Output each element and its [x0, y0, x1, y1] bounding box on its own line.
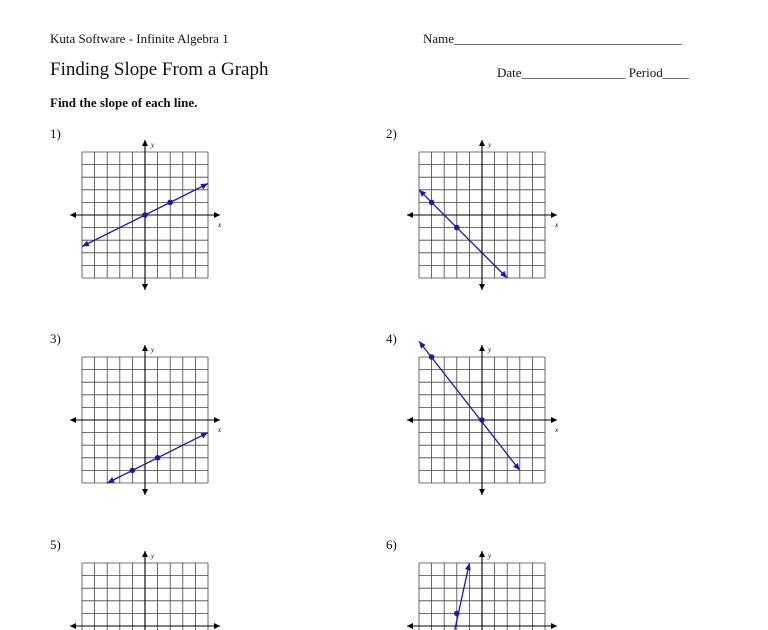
- slope-line: [452, 563, 470, 630]
- slope-line-arrow: [465, 563, 471, 570]
- x-axis-label: x: [218, 426, 222, 434]
- y-axis-label: y: [151, 141, 155, 149]
- software-label: Kuta Software - Infinite Algebra 1: [50, 31, 229, 46]
- graph-6: [407, 551, 559, 630]
- y-axis-label: y: [151, 346, 155, 354]
- x-axis-arrow: [551, 212, 557, 218]
- y-axis-label: y: [151, 552, 155, 560]
- x-axis-label: x: [218, 221, 222, 229]
- y-axis-arrow: [142, 551, 148, 557]
- x-axis-arrow: [214, 417, 220, 423]
- name-field: Name___________________________________: [423, 31, 682, 46]
- worksheet-title: Finding Slope From a Graph: [50, 59, 269, 80]
- x-axis-arrow: [70, 417, 76, 423]
- graph-3: [70, 345, 222, 495]
- question-number: 4): [386, 331, 397, 346]
- y-axis-arrow: [142, 489, 148, 495]
- data-point: [429, 200, 435, 206]
- data-point: [454, 225, 460, 231]
- y-axis-arrow: [142, 345, 148, 351]
- question-number: 2): [386, 126, 397, 141]
- y-axis-arrow: [479, 551, 485, 557]
- y-axis-label: y: [488, 141, 492, 149]
- date-period-field: Date________________ Period____: [497, 65, 689, 80]
- y-axis-arrow: [142, 284, 148, 290]
- data-point: [155, 455, 161, 461]
- x-axis-arrow: [407, 212, 413, 218]
- x-axis-arrow: [407, 623, 413, 629]
- graph-4: [407, 341, 559, 495]
- y-axis-label: y: [488, 552, 492, 560]
- data-point: [167, 200, 173, 206]
- x-axis-arrow: [407, 417, 413, 423]
- y-axis-arrow: [479, 489, 485, 495]
- x-axis-label: x: [555, 221, 559, 229]
- graph-5: [70, 551, 222, 630]
- question-number: 5): [50, 537, 61, 552]
- data-point: [479, 417, 485, 423]
- graph-2: [407, 140, 559, 290]
- y-axis-arrow: [479, 284, 485, 290]
- y-axis-arrow: [142, 140, 148, 146]
- graph-1: [70, 140, 222, 290]
- y-axis-label: y: [488, 346, 492, 354]
- x-axis-arrow: [70, 623, 76, 629]
- question-number: 3): [50, 331, 61, 346]
- data-point: [130, 468, 136, 474]
- data-point: [454, 611, 460, 617]
- x-axis-arrow: [551, 417, 557, 423]
- y-axis-arrow: [479, 345, 485, 351]
- question-number: 6): [386, 537, 397, 552]
- data-point: [429, 354, 435, 360]
- x-axis-arrow: [214, 212, 220, 218]
- data-point: [142, 212, 148, 218]
- x-axis-arrow: [70, 212, 76, 218]
- x-axis-arrow: [551, 623, 557, 629]
- question-number: 1): [50, 126, 61, 141]
- x-axis-arrow: [214, 623, 220, 629]
- y-axis-arrow: [479, 140, 485, 146]
- instructions: Find the slope of each line.: [50, 95, 198, 110]
- x-axis-label: x: [555, 426, 559, 434]
